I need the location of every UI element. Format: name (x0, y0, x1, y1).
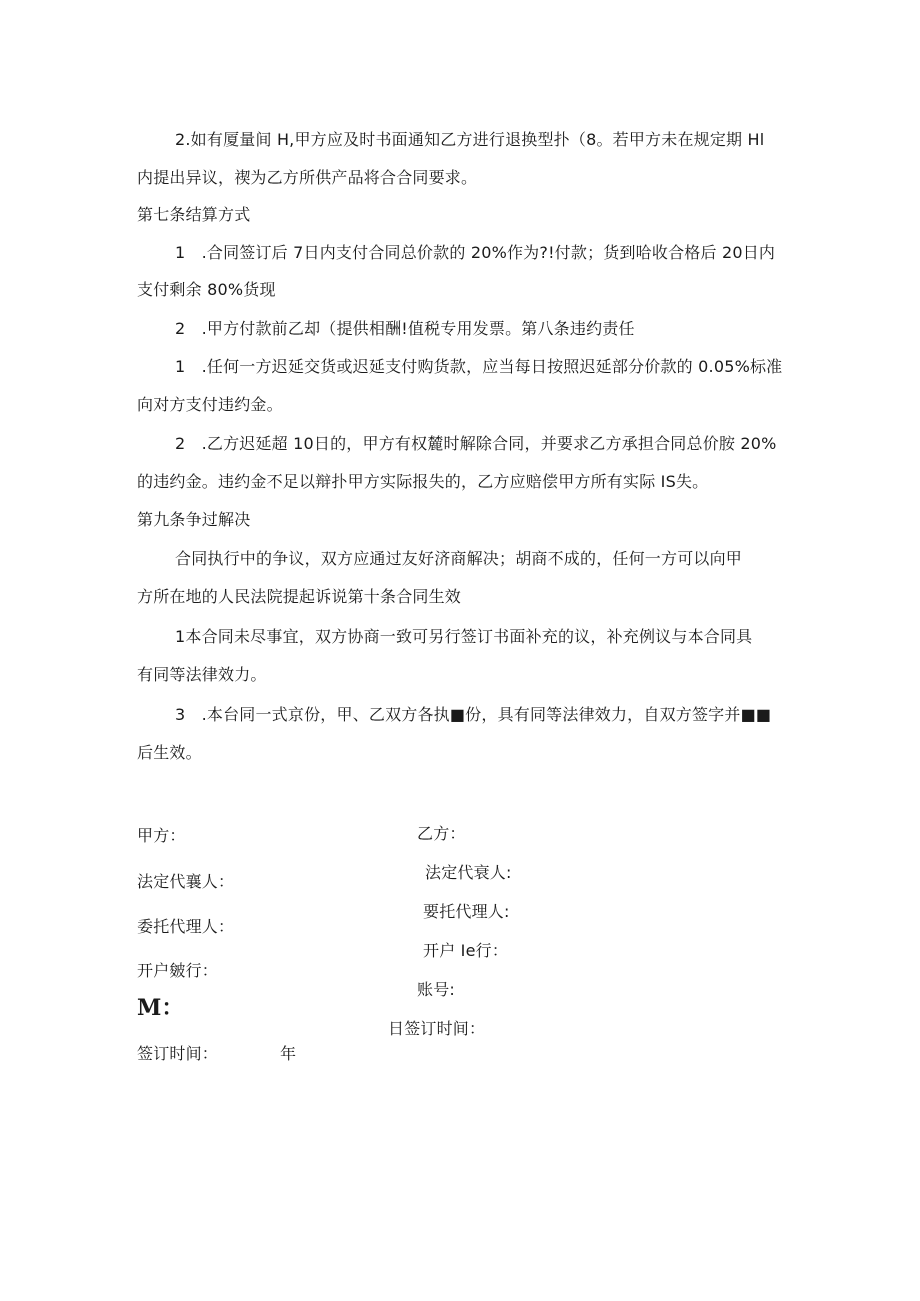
text-line: 2 .甲方付款前乙却（提供相酬!值税专用发票。第八条违约责任 (175, 319, 635, 338)
party-b-date-label: 日签订时间： (388, 1019, 486, 1038)
party-a-bank-label: 开户皴行： (137, 961, 219, 980)
party-a-label: 甲方： (137, 826, 186, 845)
text-line: 2.如有厦量间 H,甲方应及时书面通知乙方进行退换型扑（8。若甲方未在规定期 Hl (175, 130, 765, 149)
party-a-account-label: M： (137, 995, 184, 1021)
party-a-agent-label: 委托代理人： (137, 917, 235, 936)
party-b-legal-rep-label: 法定代衰人: (425, 863, 512, 882)
party-a-date-label: 签订时间： (137, 1044, 219, 1063)
text-line: 方所在地的人民法院提起诉说第十条合同生效 (137, 587, 462, 606)
text-line: 的违约金。违约金不足以辩扑甲方实际报失的，乙方应赔偿甲方所有实际 IS失。 (137, 472, 709, 491)
party-a-legal-rep-label: 法定代襄人： (137, 872, 235, 891)
text-line: 3 .本台同一式京份，甲、乙双方各执■份，具有同等法律效力，自双方签字并■■ (175, 705, 772, 724)
text-line: 有同等法律效力。 (137, 665, 267, 684)
party-a-year-label: 年 (280, 1044, 297, 1063)
text-line: 1本合同未尽事宜，双方协商一致可另行签订书面补充的议，补充例议与本合同具 (175, 627, 753, 646)
party-b-account-label: 账号: (417, 980, 455, 999)
text-line: 后生效。 (137, 743, 202, 762)
text-line: 支付剩余 80%货现 (137, 280, 276, 299)
text-line: 1 .任何一方迟延交货或迟延支付购货款，应当每日按照迟延部分价款的 0.05%标准 (175, 357, 783, 376)
party-b-bank-label: 开户 Ie行： (423, 941, 509, 960)
text-line: 内提出异议，禊为乙方所供产品将合合同要求。 (137, 168, 478, 187)
section-heading: 第九条争过解决 (137, 510, 251, 529)
text-line: 向对方支付违约金。 (137, 395, 283, 414)
text-line: 2 .乙方迟延超 10日的，甲方有权麓时解除合同，并要求乙方承担合同总价胺 20% (175, 434, 777, 453)
party-b-label: 乙方： (417, 824, 466, 843)
text-line: 合同执行中的争议，双方应通过友好济商解决；胡商不成的，任何一方可以向甲 (175, 549, 743, 568)
text-line: 1 .合同签订后 7日内支付合同总价款的 20%作为?!付款；货到哈收合格后 20日内 (175, 243, 776, 262)
section-heading: 第七条结算方式 (137, 205, 251, 224)
party-b-agent-label: 要托代理人: (423, 902, 510, 921)
